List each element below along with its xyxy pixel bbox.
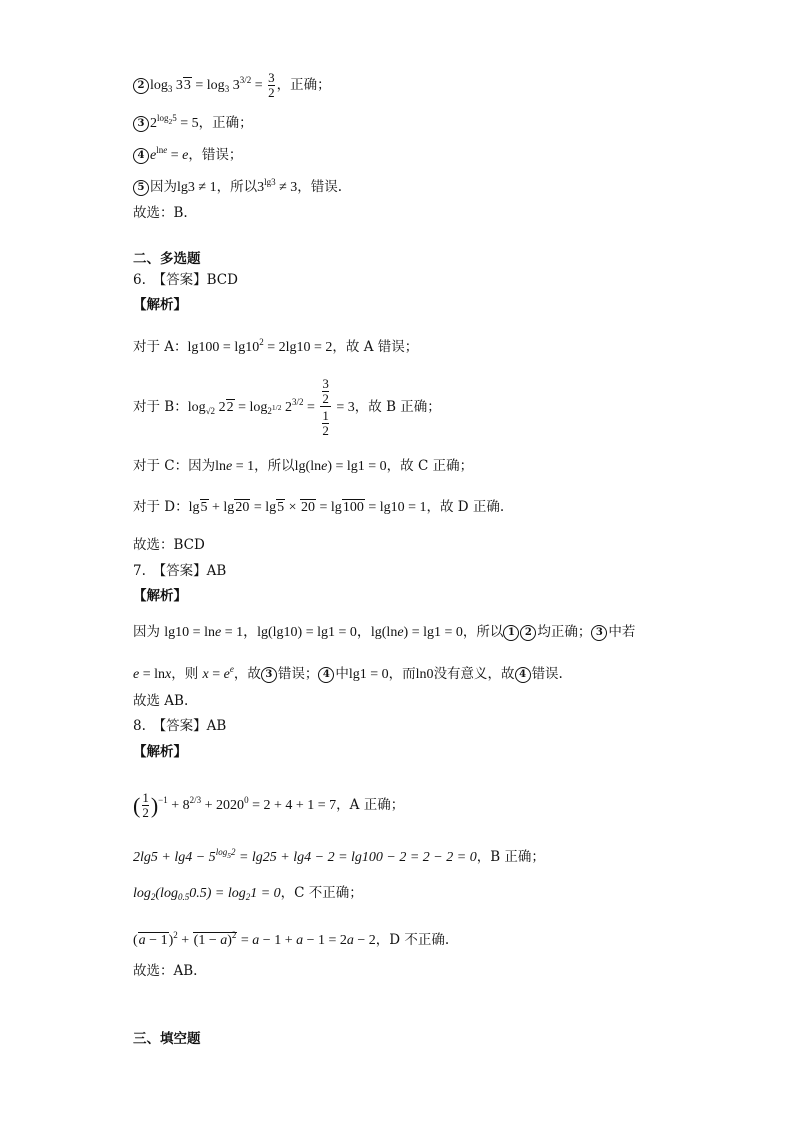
q6-d-prefix: 对于 D： xyxy=(133,499,189,515)
q8-option-d xyxy=(133,925,449,951)
circled-4-label: 4 xyxy=(133,148,149,164)
q6-c-formula-2: lg(lne) = lg1 = 0 xyxy=(294,459,387,474)
q6-option-d xyxy=(133,497,504,518)
q7-line-2 xyxy=(133,659,563,685)
q6-c-formula-1: lne = 1 xyxy=(215,459,255,474)
item-3-verdict: ，正确； xyxy=(198,115,253,131)
q8-b-verdict: ，B 正确； xyxy=(476,849,545,865)
circled-3-label: 3 xyxy=(133,116,149,132)
item-4-line xyxy=(133,140,242,166)
circled-2-ref: 2 xyxy=(520,625,536,641)
q8-c-formula: $\log_2(\log_{0.5}0.5) = \log_21 = 0$ xyxy=(133,886,281,902)
q6-c-prefix: 对于 C：因为 xyxy=(133,458,216,474)
q6-d-formula: lg5 + lg20 = lg5 × 20 = lg100 = lg10 = 1 xyxy=(188,500,427,515)
item-5-prefix: 因为 xyxy=(150,179,177,195)
item-2-formula: $\log_3 33 = \log_3 3^{3/2}$ = $\frac{3}{2}$ xyxy=(150,70,275,101)
q8-d-formula: $(a - 1)^2 + (1 - a)^2 = a - 1 + a - 1 = 2a - 2$ xyxy=(133,930,376,948)
q7-analysis-label: 【解析】 xyxy=(133,588,187,604)
q7-l1-mid2: 均正确； xyxy=(537,624,592,640)
item-5-verdict: ，错误. xyxy=(297,179,343,195)
circled-4-ref: 4 xyxy=(318,667,334,683)
q8-b-formula: $2\lg 5 + \lg 4 - 5^{log_52} = \lg 25 + \lg 4 - 2 = \lg 100 - 2 = 2 - 2 = 0$ xyxy=(133,847,477,865)
circled-2-label: 2 xyxy=(133,78,149,94)
q6-c-mid: ，所以 xyxy=(254,458,295,474)
circled-3-ref: 3 xyxy=(591,625,607,641)
q7-l2-mid4: 中 xyxy=(335,666,349,682)
item-4-verdict: ，错误； xyxy=(188,147,243,163)
item-5-mid: ，所以 xyxy=(216,179,258,195)
q8-choice: 故选：AB. xyxy=(133,963,198,979)
q7-l1-prefix: 因为 xyxy=(133,624,160,640)
item-2-verdict: ，正确； xyxy=(276,77,331,93)
q6-option-a xyxy=(133,332,418,358)
q7-l2-mid: ，则 xyxy=(171,666,199,682)
circled-4-ref-b: 4 xyxy=(515,667,531,683)
q6-b-verdict: ，故 B 正确； xyxy=(354,399,441,415)
q7-l1-formula: lg10 = lne = 1，lg(lg10) = lg1 = 0，lg(lne) = lg1 = 0 xyxy=(164,625,463,640)
q7-l1-mid: ，所以 xyxy=(462,624,504,640)
q7-line-1 xyxy=(133,622,635,643)
q7-l2-formula-1: e = lnx xyxy=(133,667,172,682)
q7-l1-tail: 中若 xyxy=(608,624,636,640)
q7-l2-mid3: 错误； xyxy=(277,666,319,682)
q7-header: 7. 【答案】AB xyxy=(133,563,227,579)
q8-option-b xyxy=(133,842,545,868)
q8-option-a xyxy=(133,785,404,821)
q6-b-formula: $\log_{√2} 22 = \log_{2^{1/2}} 2^{3/2}$ = $\frac{\frac{3}{2}}{\frac{1}{2}}$ = 3 xyxy=(187,376,355,439)
q8-a-formula: ( $\frac{1}{2}$ )$^{-1} + 8^{2/3} + 2020^0 = 2 + 4 + 1 = 7$ xyxy=(133,790,337,821)
q6-analysis-label: 【解析】 xyxy=(133,297,187,313)
item-4-formula: $e^{lne} = e$ xyxy=(150,145,189,163)
circled-3-ref-b: 3 xyxy=(261,667,277,683)
q6-option-c xyxy=(133,456,473,477)
q8-header: 8. 【答案】AB xyxy=(133,718,227,734)
q7-l2-mid5: ，而 xyxy=(388,666,416,682)
q7-l2-mid2: ，故 xyxy=(233,666,261,682)
q6-choice: 故选：BCD xyxy=(133,537,205,553)
q8-analysis-label: 【解析】 xyxy=(133,744,187,760)
item-2-line xyxy=(133,70,331,100)
item-3-formula: $2^{log_25} = 5$ xyxy=(150,113,199,131)
q7-l2-formula-4: ln0 xyxy=(415,667,434,682)
q6-a-prefix: 对于 A： xyxy=(133,339,188,355)
q6-d-verdict: ，故 D 正确. xyxy=(426,499,505,515)
item-5-formula-2: $3^{lg3} \ne 3$ xyxy=(257,177,298,195)
choice-1: 故选：B. xyxy=(133,205,188,221)
q7-l2-formula-3: lg1 = 0 xyxy=(348,667,389,682)
q6-a-formula: $\lg 100 = \lg 10^2 = 2\lg 10 = 2$ xyxy=(187,337,333,355)
item-5-formula-1: lg3 ≠ 1 xyxy=(177,180,217,195)
section-3-heading: 三、填空题 xyxy=(133,1031,201,1047)
circled-5-label: 5 xyxy=(133,180,149,196)
q8-d-verdict: ，D 不正确. xyxy=(375,932,450,948)
q8-c-verdict: ，C 不正确； xyxy=(280,885,363,901)
q6-a-verdict: ，故 A 错误； xyxy=(332,339,419,355)
q7-l2-tail: 错误. xyxy=(531,666,563,682)
q8-a-verdict: ，A 正确； xyxy=(336,797,405,813)
q8-option-c xyxy=(133,883,363,907)
item-5-line xyxy=(133,172,342,198)
q7-l2-formula-2: $x = e^e$ xyxy=(202,664,234,682)
q6-b-prefix: 对于 B： xyxy=(133,399,188,415)
q6-option-b xyxy=(133,372,441,439)
q7-l2-mid6: 没有意义，故 xyxy=(433,666,515,682)
q7-choice: 故选 AB. xyxy=(133,693,189,709)
q6-c-verdict: ，故 C 正确； xyxy=(386,458,474,474)
section-2-heading: 二、多选题 xyxy=(133,251,201,267)
circled-1-ref: 1 xyxy=(503,625,519,641)
item-3-line xyxy=(133,108,253,134)
q6-header: 6. 【答案】BCD xyxy=(133,272,238,288)
